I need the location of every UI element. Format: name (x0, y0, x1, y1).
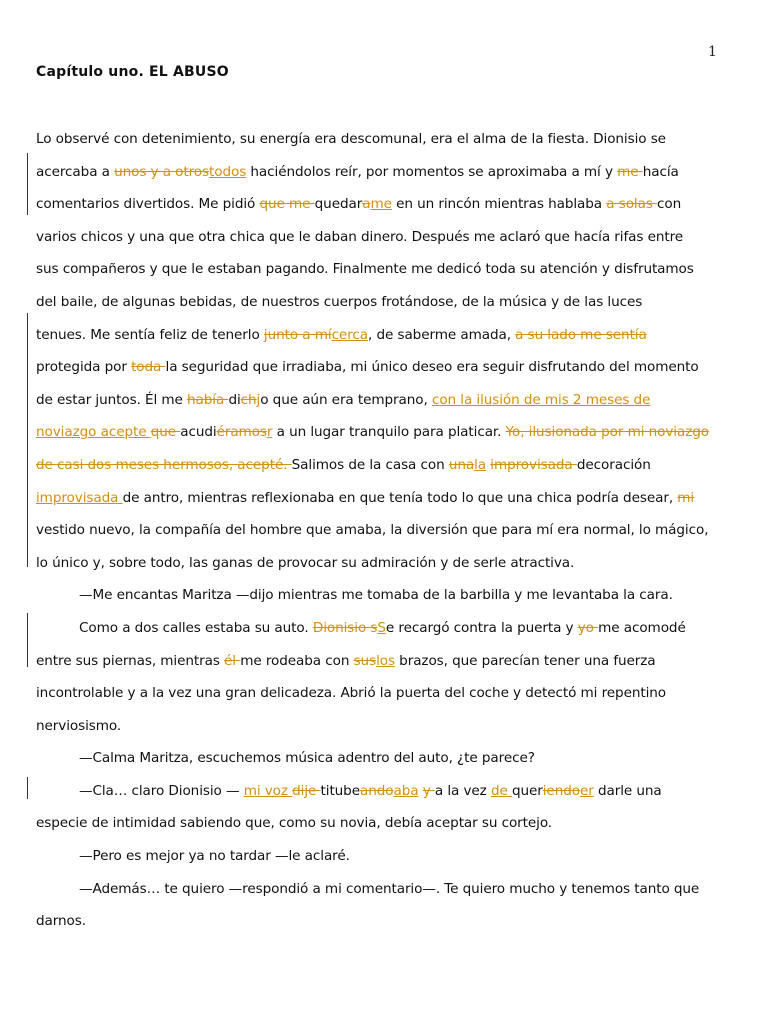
text-run: hacía (642, 163, 679, 180)
text-line (36, 449, 736, 482)
inserted-text: S (377, 619, 386, 636)
deleted-text: a (362, 196, 371, 213)
text-run: brazos, que parecían tener una fuerza (394, 652, 656, 669)
deleted-text: dije (292, 782, 321, 799)
text-run: varios chicos y una que otra chica que le daban dinero. Después me aclaró que hacía rifas entre (36, 228, 684, 245)
text-run: en un rincón mientras hablaba (391, 196, 607, 213)
text-run: haciéndolos reír, por momentos se aproximaba a mí y (246, 163, 618, 180)
inserted-text: de (490, 782, 512, 799)
text-line (36, 319, 736, 352)
inserted-text: mi voz (243, 782, 293, 799)
text-line (36, 873, 736, 906)
deleted-text: iendo (542, 782, 580, 799)
deleted-text: ando (359, 782, 394, 799)
text-run: quer (511, 782, 543, 799)
text-line (36, 775, 736, 808)
deleted-text: improvisada (490, 456, 577, 473)
text-line (36, 482, 736, 515)
deleted-text: toda (131, 359, 166, 376)
inserted-text: los (376, 652, 395, 669)
deleted-text: había (187, 391, 229, 408)
text-run: lo único y, sobre todo, las ganas de provocar su admiración y de serle atractiva. (36, 554, 575, 571)
text-line (36, 286, 736, 319)
text-run: la seguridad que irradiaba, mi único deseo era seguir disfrutando del momento (165, 359, 699, 376)
text-line (36, 710, 736, 743)
text-line (36, 253, 736, 286)
text-run: darle una (593, 782, 662, 799)
text-run: del baile, de algunas bebidas, de nuestros cuerpos frotándose, de la música y de las luces (36, 293, 643, 310)
deleted-text: Dionisio s (312, 619, 378, 636)
text-run: de antro, mientras reflexionaba en que tenía todo lo que una chica podría desear, (122, 489, 678, 506)
deleted-text: él (224, 652, 241, 669)
deleted-text: mi (677, 489, 695, 506)
text-line (36, 807, 736, 840)
inserted-text: r (266, 424, 273, 441)
change-bar (27, 777, 28, 799)
text-line (36, 742, 736, 775)
deleted-text: sus (353, 652, 377, 669)
text-run: Salimos de la casa con (291, 456, 449, 473)
inserted-text: cerca (331, 326, 368, 343)
deleted-text: éramos (216, 424, 267, 441)
change-bar (27, 613, 28, 667)
text-line (36, 547, 736, 580)
deleted-text: y (422, 782, 435, 799)
text-run: o que aún era temprano, (260, 391, 432, 408)
text-run: entre sus piernas, mientras (36, 652, 225, 669)
text-run: me acomodé (598, 619, 686, 636)
inserted-text: todos (209, 163, 247, 180)
deleted-text: a solas (606, 196, 658, 213)
document-body (36, 123, 736, 938)
text-run: —Cla… claro Dionisio — (79, 782, 244, 799)
text-run: me rodeaba con (240, 652, 354, 669)
deleted-text: a su lado me sentía (515, 326, 647, 343)
text-run: —Además… te quiero —respondió a mi comentario—. Te quiero mucho y tenemos tanto que (79, 880, 700, 897)
text-run: acercaba a (36, 163, 115, 180)
text-run: especie de intimidad sabiendo que, como su novia, debía aceptar su cortejo. (36, 815, 553, 832)
text-run: acudi (180, 424, 217, 441)
text-run: protegida por (36, 359, 132, 376)
change-bar (27, 313, 28, 567)
text-run: darnos. (36, 913, 86, 930)
text-run: a un lugar tranquilo para platicar. (272, 424, 506, 441)
deleted-text: que (150, 424, 181, 441)
text-line (36, 123, 736, 156)
inserted-text: me (370, 196, 392, 213)
text-line (36, 351, 736, 384)
inserted-text: aba (393, 782, 419, 799)
text-run: —Pero es mejor ya no tardar —le aclaré. (79, 848, 350, 865)
text-run: quedar (314, 196, 363, 213)
inserted-text: noviazgo acepte (36, 424, 151, 441)
text-run: vestido nuevo, la compañía del hombre que amaba, la diversión que para mí era normal, lo mágico, (36, 522, 709, 539)
text-run: con (657, 196, 682, 213)
inserted-text: con la ilusión de mis 2 meses de (431, 391, 651, 408)
deleted-text: de casi dos meses hermosos, acepté. (36, 456, 292, 473)
deleted-text: yo (577, 619, 599, 636)
text-line (36, 416, 736, 449)
text-run: , de saberme amada, (368, 326, 516, 343)
text-line (36, 612, 736, 645)
text-run: Como a dos calles estaba su auto. (79, 619, 313, 636)
text-line (36, 156, 736, 189)
text-line (36, 514, 736, 547)
text-line (36, 905, 736, 938)
text-run: tenues. Me sentía feliz de tenerlo (36, 326, 264, 343)
deleted-text: ch (240, 391, 257, 408)
deleted-text: que me (259, 196, 315, 213)
page-number: 1 (708, 44, 717, 60)
inserted-text: j (256, 391, 261, 408)
text-run: —Me encantas Maritza —dijo mientras me tomaba de la barbilla y me levantaba la cara. (79, 587, 673, 604)
text-run: de estar juntos. Él me (36, 391, 188, 408)
text-line (36, 188, 736, 221)
text-line (36, 677, 736, 710)
text-run: titube (320, 782, 360, 799)
text-run: —Calma Maritza, escuchemos música adentro del auto, ¿te parece? (79, 750, 535, 767)
text-line (36, 579, 736, 612)
change-bar (27, 153, 28, 215)
inserted-text: improvisada (36, 489, 123, 506)
chapter-title: Capítulo uno. EL ABUSO (36, 64, 229, 80)
deleted-text: Yo, ilusionada por mi noviazgo (505, 424, 709, 441)
text-line (36, 645, 736, 678)
text-run: sus compañeros y que le estaban pagando. Finalmente me dedicó toda su atención y disfrutamos (36, 261, 694, 278)
inserted-text: er (579, 782, 594, 799)
inserted-text: la (474, 456, 487, 473)
text-run: comentarios divertidos. Me pidió (36, 196, 260, 213)
text-run: incontrolable y a la vez una gran delicadeza. Abrió la puerta del coche y detectó mi repentino (36, 685, 666, 702)
deleted-text: unos y a otros (114, 163, 209, 180)
deleted-text: me (617, 163, 643, 180)
text-run: e recargó contra la puerta y (385, 619, 578, 636)
text-line (36, 221, 736, 254)
text-run: nerviosismo. (36, 717, 122, 734)
deleted-text: junto a mí (263, 326, 332, 343)
text-line (36, 384, 736, 417)
text-run: di (228, 391, 241, 408)
deleted-text: una (448, 456, 475, 473)
text-run: Lo observé con detenimiento, su energía era descomunal, era el alma de la fiesta. Dionisio se (36, 131, 666, 147)
text-line (36, 840, 736, 873)
text-run: a la vez (434, 782, 491, 799)
text-run: decoración (576, 456, 651, 473)
